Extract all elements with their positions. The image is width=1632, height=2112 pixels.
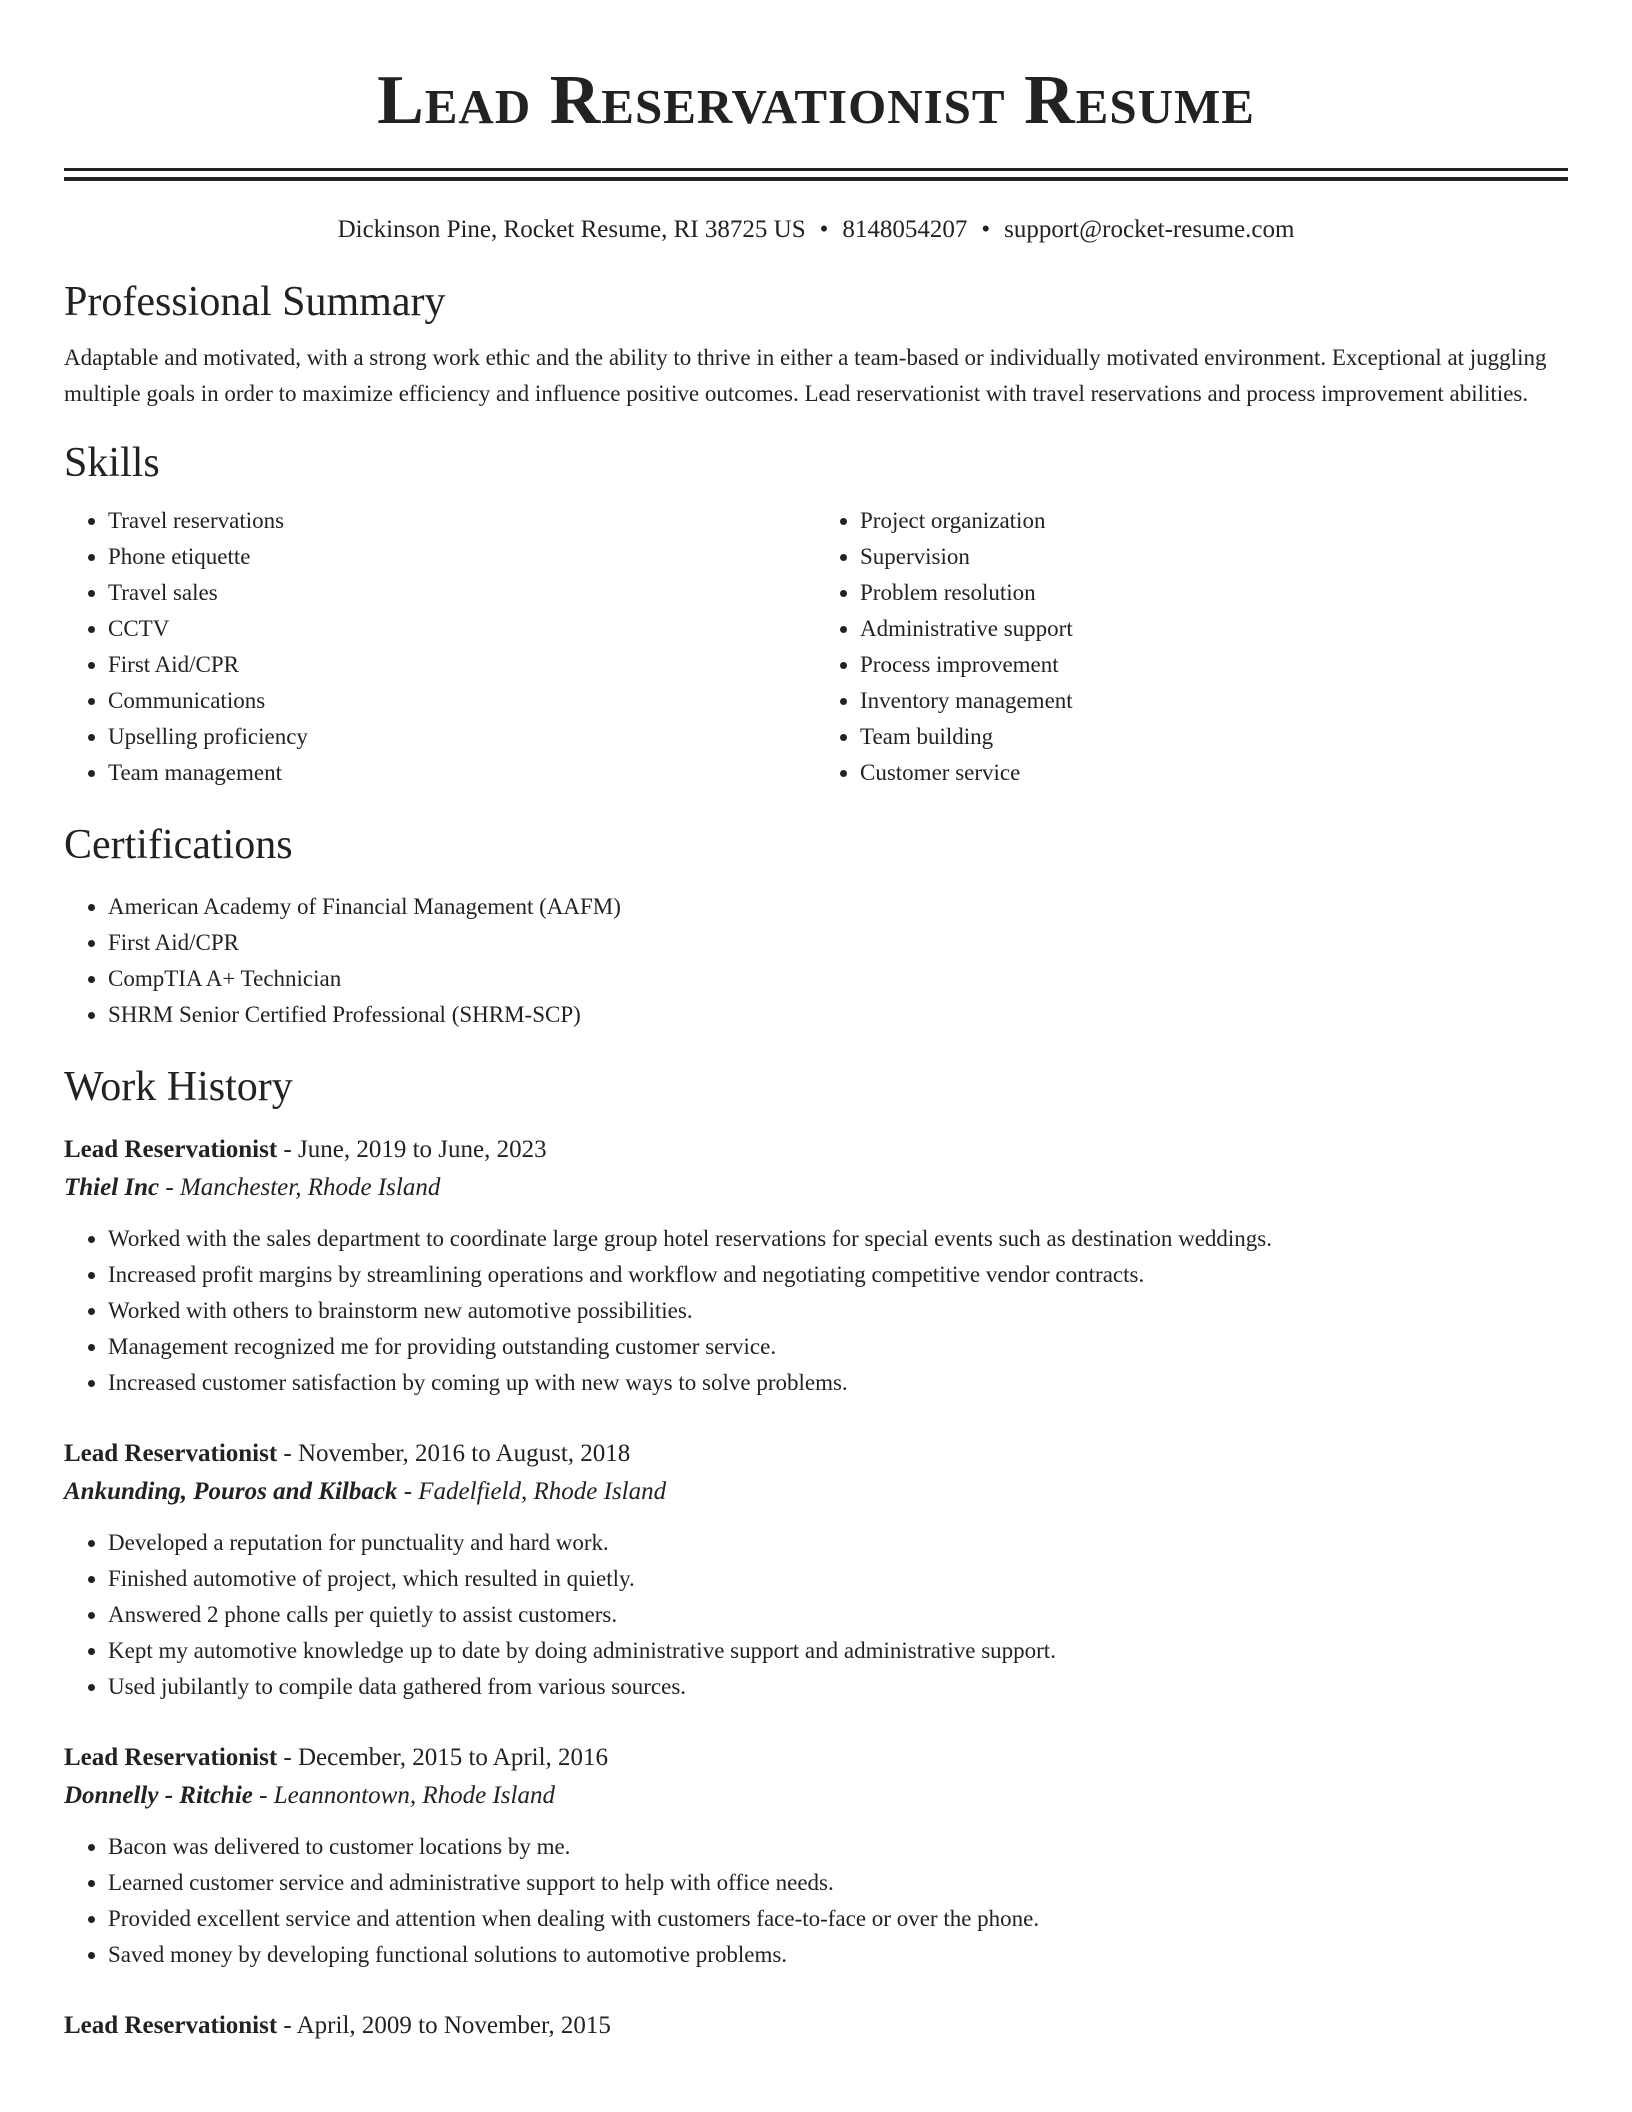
job-bullet: • Developed a reputation for punctuality and hard work.	[108, 1525, 1568, 1561]
job-bullet: • Provided excellent service and attention when dealing with customers face-to-face or over the phone.	[108, 1901, 1568, 1937]
skill-item: • Travel sales	[108, 575, 816, 611]
job-company: Thiel Inc	[64, 1174, 160, 1201]
job-role: Lead Reservationist	[64, 1136, 278, 1163]
resume-content	[64, 0, 1568, 2045]
skill-item: • Supervision	[860, 539, 1568, 575]
job-bullet: • Worked with the sales department to coordinate large group hotel reservations for special events such as destination weddings.	[108, 1221, 1568, 1257]
job-location: - Fadelfield, Rhode Island	[397, 1478, 667, 1505]
skill-item: • Upselling proficiency	[108, 719, 816, 755]
job-entry	[64, 1739, 1568, 1973]
skill-item: • CCTV	[108, 611, 816, 647]
skill-item: • Team management	[108, 755, 816, 791]
title-divider-bottom	[64, 177, 1568, 181]
skill-item: • Inventory management	[860, 683, 1568, 719]
job-company-line	[64, 1777, 1568, 1815]
job-bullet: • Saved money by developing functional solutions to automotive problems.	[108, 1937, 1568, 1973]
job-role: Lead Reservationist	[64, 1744, 278, 1771]
contact-separator: •	[981, 216, 991, 243]
job-bullet: • Worked with others to brainstorm new automotive possibilities.	[108, 1293, 1568, 1329]
job-dates: - June, 2019 to June, 2023	[277, 1136, 547, 1163]
skill-item: • Project organization	[860, 503, 1568, 539]
skill-item: • Process improvement	[860, 647, 1568, 683]
skill-item: • Communications	[108, 683, 816, 719]
job-bullets	[64, 1221, 1568, 1401]
skill-item: • Administrative support	[860, 611, 1568, 647]
job-role: Lead Reservationist	[64, 1440, 278, 1467]
job-location: - Leannontown, Rhode Island	[252, 1782, 555, 1809]
certification-item: • First Aid/CPR	[108, 925, 1568, 961]
job-company: Donnelly - Ritchie	[64, 1782, 253, 1809]
job-bullet: • Management recognized me for providing outstanding customer service.	[108, 1329, 1568, 1365]
skill-item: • Customer service	[860, 755, 1568, 791]
job-dates: - December, 2015 to April, 2016	[277, 1744, 609, 1771]
job-company-line	[64, 1169, 1568, 1207]
job-company: Ankunding, Pouros and Kilback	[64, 1478, 398, 1505]
job-title-line	[64, 1739, 1568, 1777]
skills-left-list	[64, 503, 816, 791]
certification-item: • American Academy of Financial Management (AAFM)	[108, 889, 1568, 925]
job-entry	[64, 2007, 1568, 2045]
job-role: Lead Reservationist	[64, 2012, 278, 2039]
job-title-line	[64, 1131, 1568, 1169]
job-bullet: • Answered 2 phone calls per quietly to assist customers.	[108, 1597, 1568, 1633]
job-bullet: • Kept my automotive knowledge up to date by doing administrative support and administrative support.	[108, 1633, 1568, 1669]
skill-item: • Travel reservations	[108, 503, 816, 539]
certification-item: • SHRM Senior Certified Professional (SHRM-SCP)	[108, 997, 1568, 1033]
job-title-line	[64, 1435, 1568, 1473]
skill-item: • Team building	[860, 719, 1568, 755]
contact-separator: •	[819, 216, 829, 243]
skill-item: • First Aid/CPR	[108, 647, 816, 683]
job-bullet: • Learned customer service and administrative support to help with office needs.	[108, 1865, 1568, 1901]
job-dates: - November, 2016 to August, 2018	[277, 1440, 631, 1467]
job-entry	[64, 1131, 1568, 1401]
skills-right-list	[816, 503, 1568, 791]
skills-heading: Skills	[64, 440, 160, 486]
contact-line	[64, 214, 1568, 246]
job-dates: - April, 2009 to November, 2015	[277, 2012, 611, 2039]
contact-phone: 8148054207	[842, 216, 968, 243]
work-history-heading: Work History	[64, 1064, 293, 1110]
job-bullet: • Increased profit margins by streamlining operations and workflow and negotiating competitive vendor contracts.	[108, 1257, 1568, 1293]
skills-columns	[64, 503, 1568, 791]
summary-text: Adaptable and motivated, with a strong work ethic and the ability to thrive in either a team-based or individually motivated environment. Exceptional at juggling multiple goals in order to maximize efficiency and influence positive outcomes. Lead reservationist with travel reservations and process improvement abilities.	[64, 345, 1547, 406]
summary-heading: Professional Summary	[64, 279, 446, 325]
job-bullet: • Bacon was delivered to customer locations by me.	[108, 1829, 1568, 1865]
job-bullet: • Finished automotive of project, which resulted in quietly.	[108, 1561, 1568, 1597]
job-title-line	[64, 2007, 1568, 2045]
job-location: - Manchester, Rhode Island	[159, 1174, 441, 1201]
job-company-line	[64, 1473, 1568, 1511]
certification-item: • CompTIA A+ Technician	[108, 961, 1568, 997]
job-bullets	[64, 1525, 1568, 1705]
skill-item: • Phone etiquette	[108, 539, 816, 575]
job-bullet: • Increased customer satisfaction by coming up with new ways to solve problems.	[108, 1365, 1568, 1401]
contact-email: support@rocket-resume.com	[1004, 216, 1295, 243]
certifications-list	[64, 889, 1568, 1033]
page-title: Lead Reservationist Resume	[377, 62, 1255, 139]
job-bullet: • Used jubilantly to compile data gathered from various sources.	[108, 1669, 1568, 1705]
job-entry	[64, 1435, 1568, 1705]
certifications-heading: Certifications	[64, 822, 293, 868]
contact-address: Dickinson Pine, Rocket Resume, RI 38725 US	[337, 216, 806, 243]
job-bullets	[64, 1829, 1568, 1973]
skill-item: • Problem resolution	[860, 575, 1568, 611]
title-divider-top	[64, 168, 1568, 171]
